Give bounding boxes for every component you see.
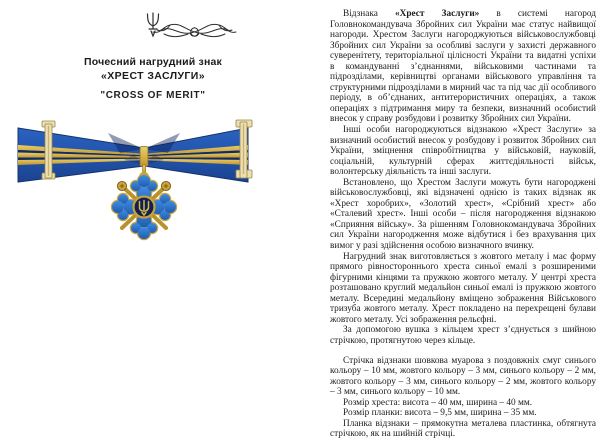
paragraph-award-status <box>330 9 596 125</box>
paragraph-bar-description: Планка відзнаки – прямокутна металева пластинка, обтягнута стрічкою, як на шийній стрічці. <box>330 418 596 440</box>
right-page <box>306 0 612 440</box>
tryzub-flourish-icon <box>68 10 238 44</box>
award-name-bold: «Хрест Заслуги» <box>395 9 480 19</box>
ribbon-knot <box>140 147 148 167</box>
paragraph-other-persons: Інші особи нагороджуються відзнакою «Хрест Заслуги» за визначний особистий внесок у розбудову і розвиток Збройних сил України, зміцнення співробітництва у військовій, науковій, соціальній, культурній сферах життєдіяльності військ, волонтерську діяльність та інші заслуги. <box>330 125 596 178</box>
paragraph-bar-size: Розмір планки: висота – 9,5 мм, ширина – 35 мм. <box>343 408 537 419</box>
paragraph-lead-text: Відзнака <box>343 9 395 19</box>
title-english: "CROSS OF MERIT" <box>100 90 206 101</box>
paragraph-eligibility: Встановлено, що Хрестом Заслуги можуть бути нагороджені військовослужбовці, які відзначені однією із таких відзнак як «Хрест хоробрих», «Золотий хрест», «Срібний хрест» або «Сталевий хрест». Інші особи – після нагородження відзнакою «Сприяння війську». За рішенням Головнокомандувача Збройних сил України нагородження може відбутися і без врахування цих вимог у разі здійснення особою визначного вчинку. <box>330 177 596 252</box>
paragraph-cross-size: Розмір хреста: висота – 40 мм, ширина – 40 мм. <box>343 397 533 408</box>
paragraph-badge-description: Нагрудний знак виготовляється з жовтого металу і має форму прямого рівностороннього хреста синьої емалі з розширеними фігурними кінцями та пружкою жовтого металу. У центрі хреста розташовано круглий медальйон синьої емалі із пружкою жовтого металу. Всередині медальйону вміщено зображення Військового тризуба жовтого металу. Хрест покладено на перехрещені булави жовтого металу. Усі зображення рельєфні. <box>330 251 596 325</box>
cross-pendant <box>112 175 176 239</box>
title-award-name: «ХРЕСТ ЗАСЛУГИ» <box>101 69 205 82</box>
paragraph-ribbon-spec: Стрічка відзнаки шовкова муарова з поздовжніх смуг синього кольору – 10 мм, жовтого кольору – 3 мм, синього кольору – 2 мм, жовтого кольору – 3 мм, синього кольору – 2 мм, жовтого кольору – 3 мм, синього кольору – 10 мм. <box>330 355 596 398</box>
paragraph-rest-text: в системі нагород Головнокомандувача Збройних сил України має статус найвищої нагороди. Хрестом Заслуги нагороджуються військовослужбовці Збройних сил України за особливі заслуги у захисті державного суверенітету, територіальної цілісності України та видатні успіхи в командуванні з’єднаннями, військовими частинами та підрозділами, керівництві органами військового управління та структурними підрозділами в мирний час та під час дії особливого періоду, в об’єднаних, антитерористичних операціях, а також операціях з підтримання миру та безпеки, визначний особистий внесок у справу розбудови і розвитку Збройних сил України. <box>330 9 596 125</box>
cross-of-merit-medal-image <box>8 120 258 245</box>
paragraph-suspension: За допомогою вушка з кільцем хрест з’єднується з шийною стрічкою, протягнутою через кільце. <box>330 325 596 346</box>
title-line1: Почесний нагрудний знак <box>83 56 222 68</box>
body-text-column <box>330 9 596 440</box>
left-page <box>0 0 306 403</box>
medallion-tryzub-icon <box>134 197 155 218</box>
page-title <box>0 56 306 101</box>
